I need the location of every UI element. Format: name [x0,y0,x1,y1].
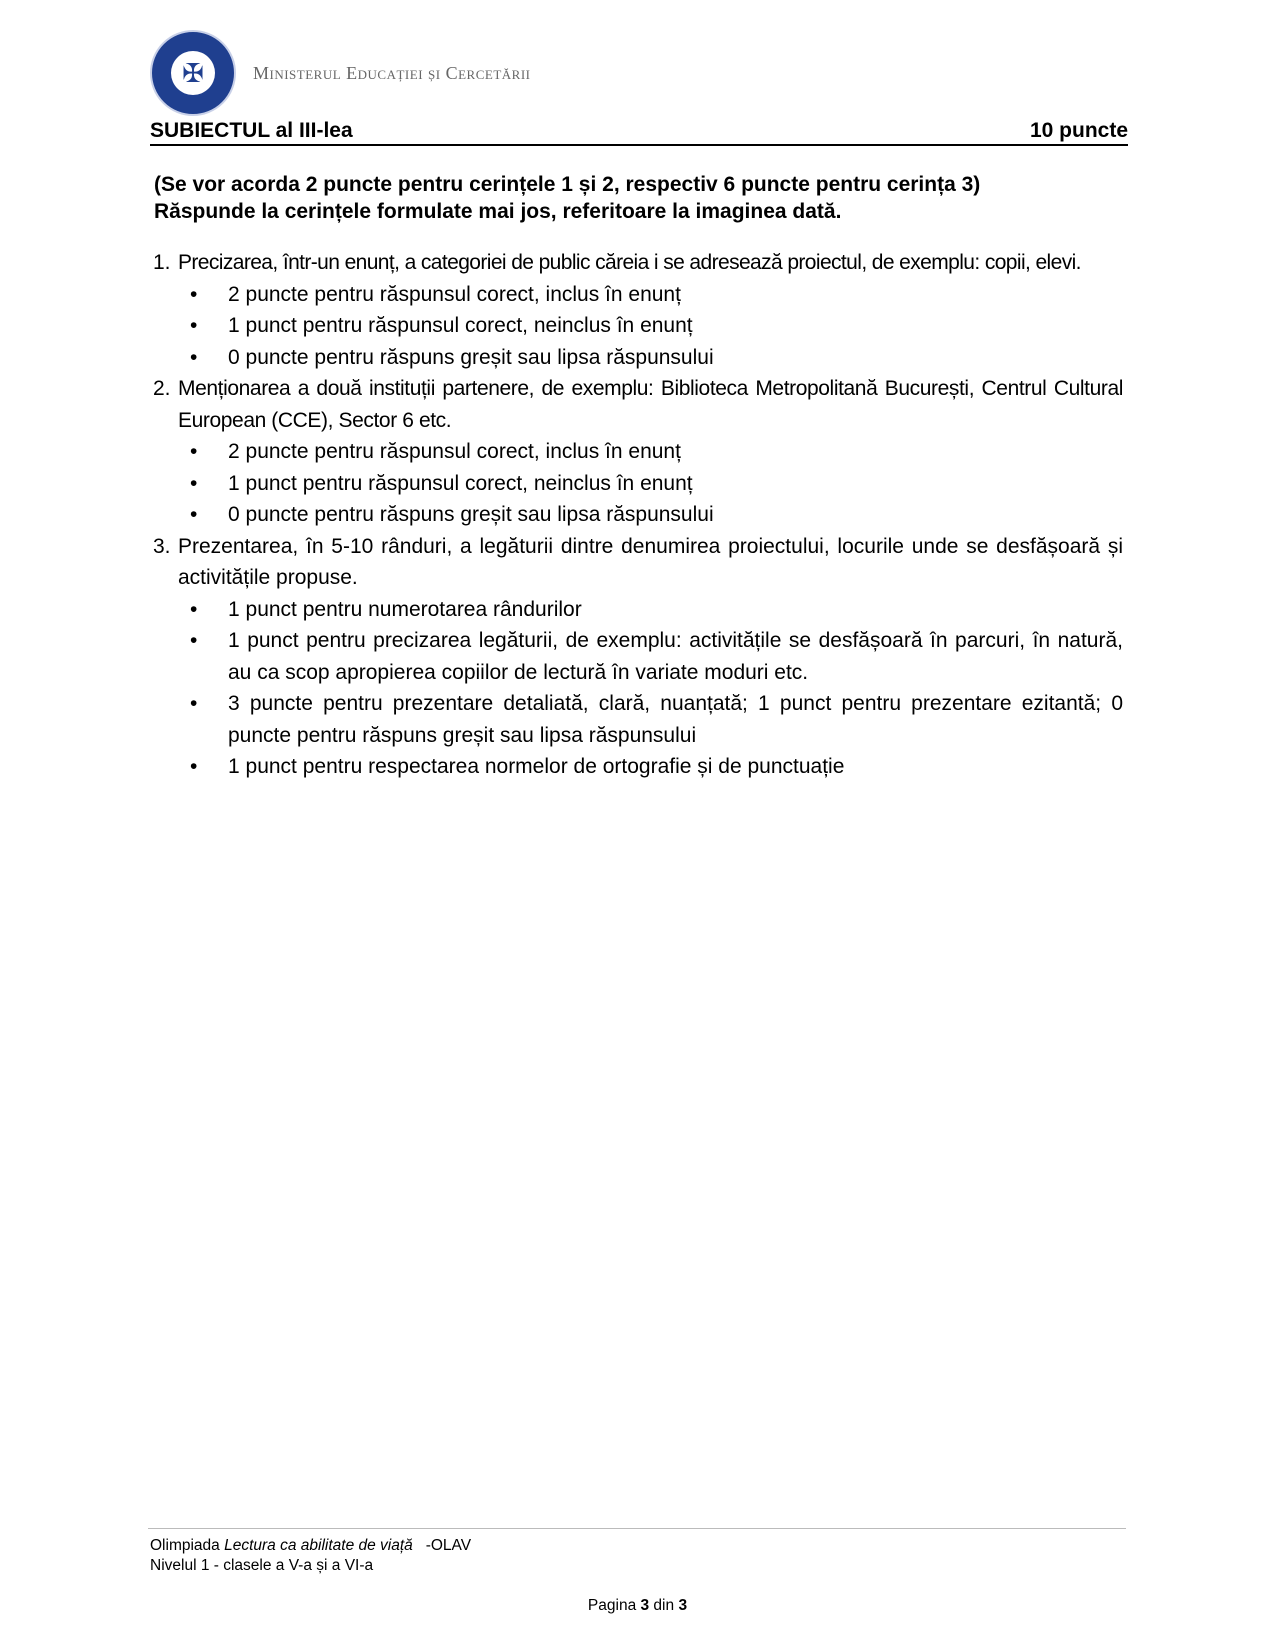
ministry-name: Ministerul Educației și Cercetării [253,63,531,83]
bullet: • 1 punct pentru răspunsul corect, neinclus în enunț [228,468,1123,500]
footer-olympiad-name: Lectura ca abilitate de viață [224,1537,413,1554]
bullet: • 1 punct pentru respectarea normelor de ortografie și de punctuație [228,751,1123,783]
requirements-list [153,247,1123,783]
government-logo-icon: ✠ [150,30,236,116]
subject-points: 10 puncte [1029,119,1128,142]
item-number: 1. [153,251,171,274]
subject-title: SUBIECTUL al III-lea [150,119,353,142]
bullet: • 1 punct pentru numerotarea rândurilor [228,594,1123,626]
requirement-3 [153,531,1123,783]
intro-line-1: (Se vor acorda 2 puncte pentru cerințele 1 și 2, respectiv 6 puncte pentru cerința 3) [154,173,981,196]
bullet: • 2 puncte pentru răspunsul corect, inclus în enunț [228,279,1123,311]
bullet: • 1 punct pentru precizarea legăturii, de exemplu: activitățile se desfășoară în parcuri, în natură, au ca scop apropierea copiilor de lectură în variate moduri etc. [228,625,1123,688]
footer [150,1536,471,1576]
item-text: Precizarea, într-un enunț, a categoriei de public căreia i se adresează proiectul, de exemplu: copii, elevi. [178,251,1081,274]
item-number: 3. [153,534,171,558]
bullet: • 3 puncte pentru prezentare detaliată, clară, nuanțată; 1 punct pentru prezentare ezitantă; 0 puncte pentru răspuns greșit sau lipsa răspunsului [228,688,1123,751]
requirement-2 [153,373,1123,531]
bullet: • 2 puncte pentru răspunsul corect, inclus în enunț [228,436,1123,468]
item-text: Prezentarea, în 5-10 rânduri, a legăturii dintre denumirea proiectului, locurile unde se desfășoară și activitățile propuse. [178,534,1123,589]
footer-suffix: -OLAV [412,1537,472,1554]
current-page: 3 [640,1597,650,1614]
total-pages: 3 [678,1597,688,1614]
item-number: 2. [153,377,171,400]
page-number [0,1597,1275,1615]
subject-header [150,119,1128,146]
page-label: Pagina [587,1597,641,1614]
intro [154,171,980,225]
bullet: • 1 punct pentru răspunsul corect, neinclus în enunț [228,310,1123,342]
footer-prefix: Olimpiada [150,1537,225,1554]
footer-divider [148,1528,1126,1529]
intro-line-2: Răspunde la cerințele formulate mai jos, referitoare la imaginea dată. [154,200,842,223]
bullet: • 0 puncte pentru răspuns greșit sau lipsa răspunsului [228,499,1123,531]
bullet: • 0 puncte pentru răspuns greșit sau lipsa răspunsului [228,342,1123,374]
requirement-1 [153,247,1123,373]
footer-level: Nivelul 1 - clasele a V-a și a VI-a [150,1557,374,1574]
page-of: din [649,1597,679,1614]
item-text: Menționarea a două instituții partenere, de exemplu: Biblioteca Metropolitană București, Centrul Cultural European (CCE), Sector 6 etc. [178,377,1123,432]
